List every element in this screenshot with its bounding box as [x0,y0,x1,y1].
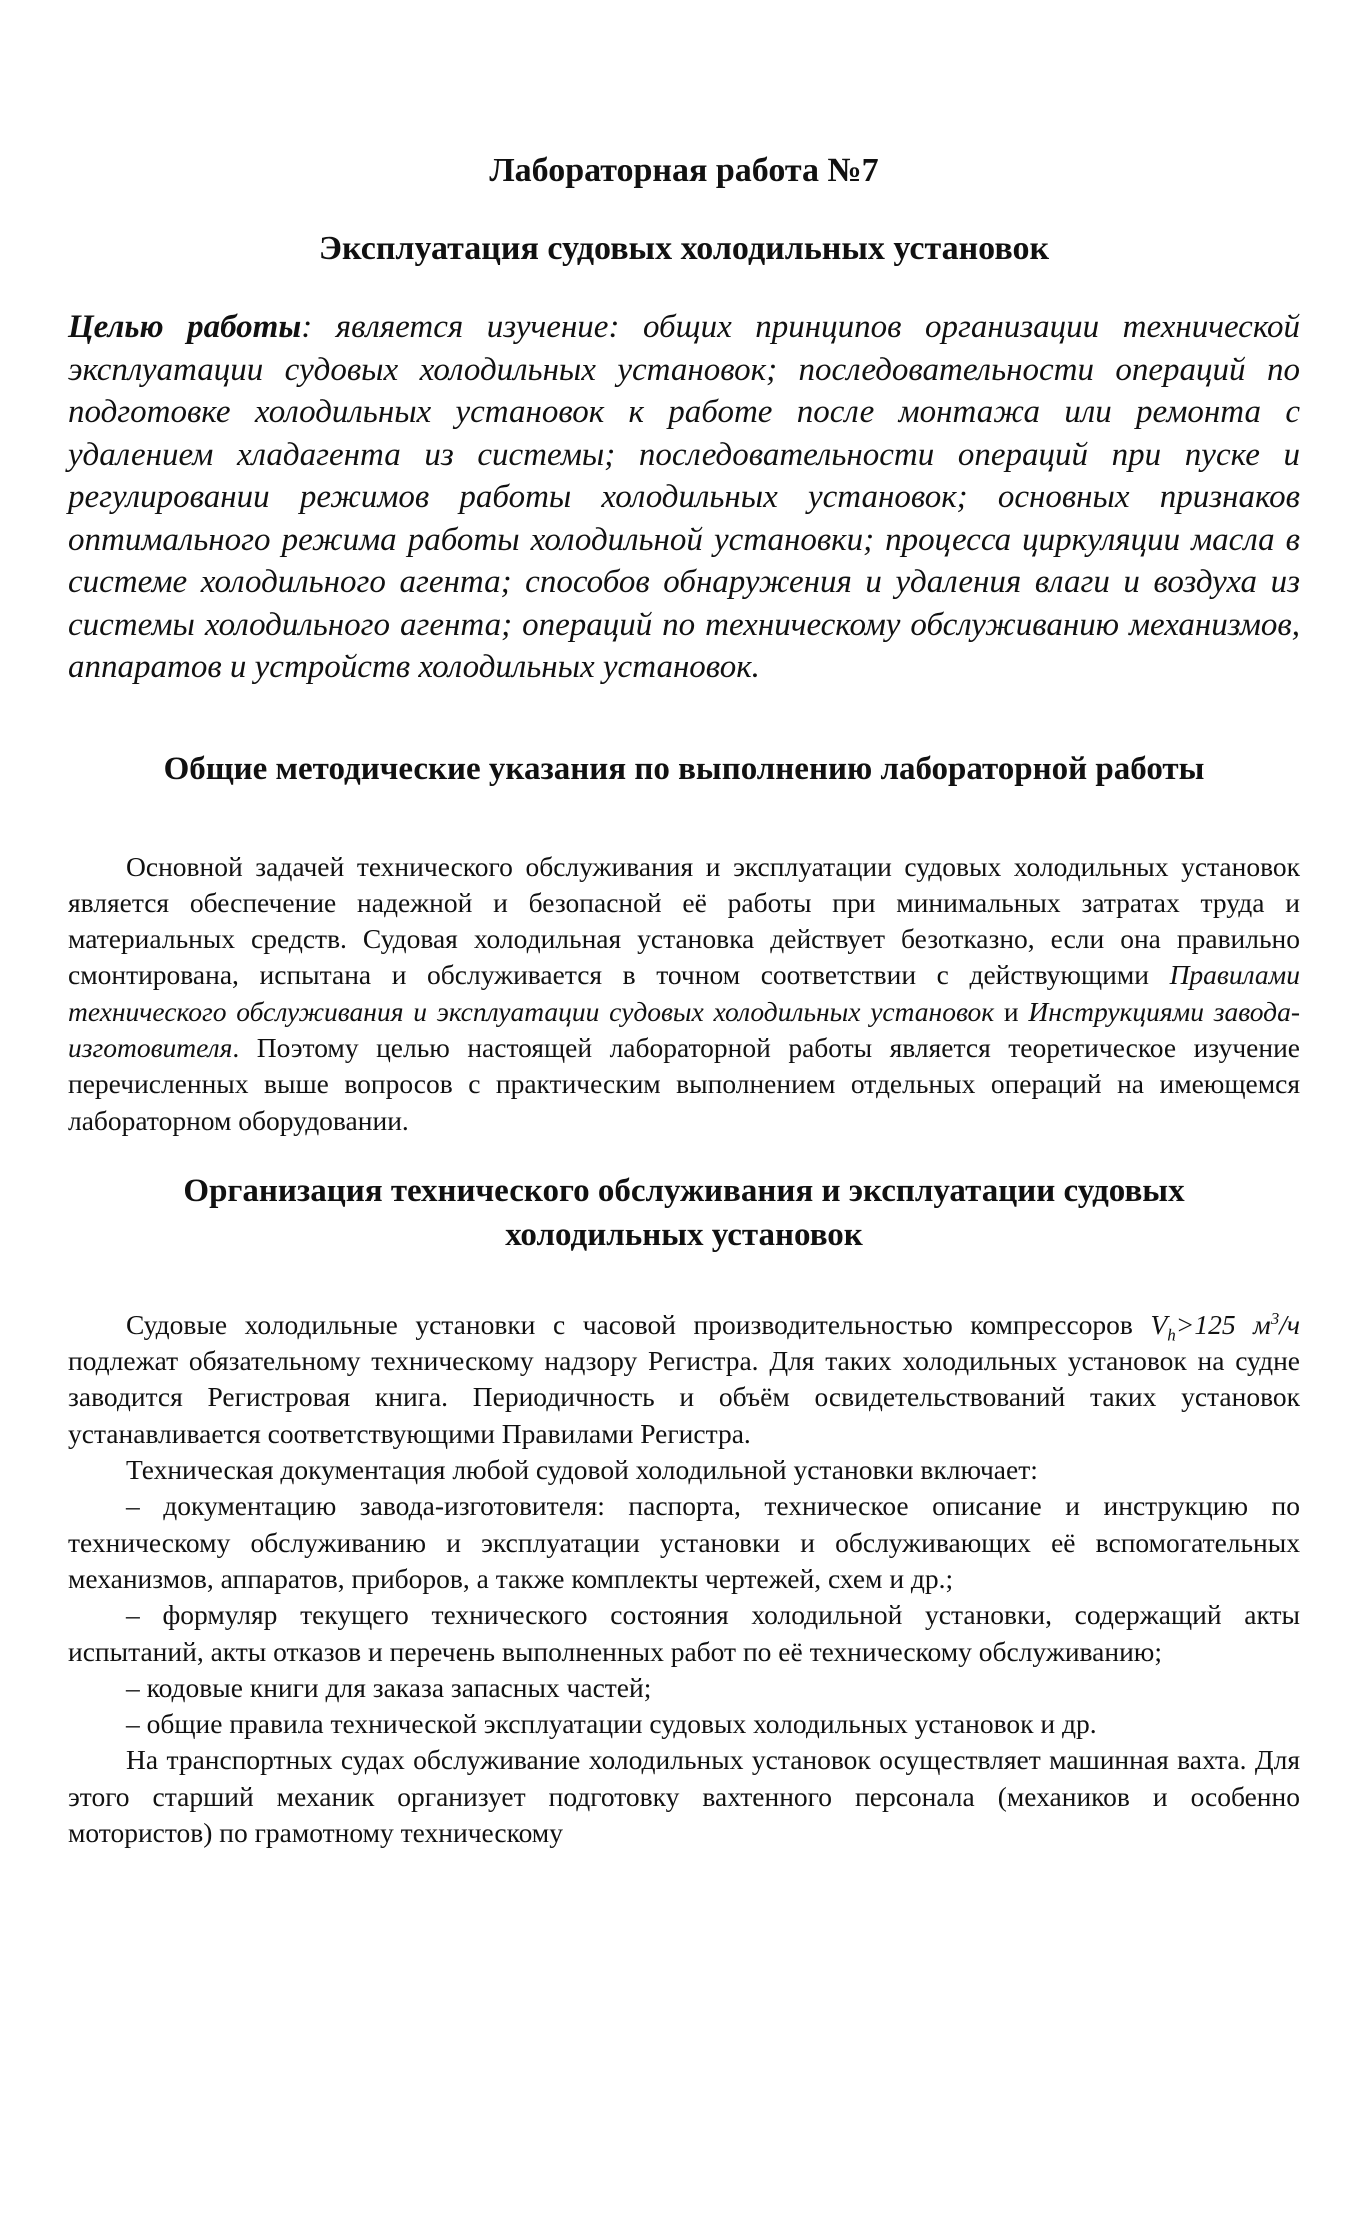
goal-lead: Целью работы [68,309,302,345]
register-text-2: подлежат обязательному техническому надзору Регистра. Для таких холодильных установок на судне заводится Регистровая книга. Периодичность и объём освидетельствований таких установок устанавливается соответствующими Правилами Регистра. [68,1345,1300,1449]
general-text-1: Основной задачей технического обслуживания и эксплуатации судовых холодильных установок является обеспечение надежной и безопасной её работы при минимальных затратах труда и материальных средств. Судовая холодильная установка действует безотказно, если она правильно смонтирована, испытана и обслуживается в точном соответствии с действующими [68,850,1300,991]
section-heading-organization [68,1169,1300,1257]
section-heading-general: Общие методические указания по выполнению лабораторной работы [163,750,1205,787]
capacity-variable-subscript: h [1167,1325,1176,1345]
capacity-formula [1150,1308,1300,1345]
manufacturer-instructions-reference: Инструкциями завода-изготовителя [68,995,1300,1063]
capacity-variable: V [1150,1308,1168,1340]
register-paragraph [68,1307,1300,1452]
documentation-intro: Техническая документация любой судовой холодильной установки включает: [126,1454,1038,1486]
register-text-1: Судовые холодильные установки с часовой производительностью компрессоров [126,1308,1151,1340]
document-content [68,150,1300,1851]
watch-paragraph: На транспортных судах обслуживание холодильных установок осуществляет машинная вахта. Для этого старший механик организует подготовку вахтенного персонала (механиков и особенно мотористов) по грамотному техническому [68,1744,1300,1849]
list-item: – кодовые книги для заказа запасных частей; [126,1671,652,1703]
list-item: – документацию завода-изготовителя: паспорта, техническое описание и инструкцию по техническому обслуживанию и эксплуатации установки и обслуживающих её вспомогательных механизмов, аппаратов, приборов, а также комплекты чертежей, схем и др.; [68,1490,1300,1594]
general-paragraph [68,849,1300,1139]
capacity-unit-exponent: 3 [1270,1308,1280,1328]
document-subtitle: Эксплуатация судовых холодильных установок [318,230,1050,267]
list-item: – общие правила технической эксплуатации судовых холодильных установок и др. [126,1708,1097,1740]
section-heading-organization-line-2: холодильных установок [505,1216,863,1253]
general-text-3: . Поэтому целью настоящей лабораторной работы является теоретическое изучение перечисленных выше вопросов с практическим выполнением отдельных операций на имеющемся лабораторном оборудовании. [68,1031,1300,1136]
goal-paragraph [68,306,1300,689]
capacity-condition: >125 м [1175,1308,1271,1340]
capacity-unit-tail: /ч [1279,1308,1300,1340]
general-text-2: и [994,995,1029,1027]
list-item: – формуляр текущего технического состояния холодильной установки, содержащий акты испытаний, акты отказов и перечень выполненных работ по её техническому обслуживанию; [68,1599,1300,1667]
section-heading-organization-line-1: Организация технического обслуживания и эксплуатации судовых [183,1172,1185,1209]
document-title: Лабораторная работа №7 [489,152,879,189]
rules-reference: Правилами технического обслуживания и эксплуатации судовых холодильных установок [68,959,1300,1027]
goal-text: : является изучение: общих принципов организации технической эксплуатации судовых холодильных установок; последовательности операций по подготовке холодильных установок к работе после монтажа или ремонта с удалением хладагента из системы; последовательности операций при пуске и регулировании режимов работы холодильных установок; основных признаков оптимального режима работы холодильной установки; процесса циркуляции масла в системе холодильного агента; способов обнаружения и удаления влаги и воздуха из системы холодильного агента; операций по техническому обслуживанию механизмов, аппаратов и устройств холодильных установок. [68,309,1301,685]
